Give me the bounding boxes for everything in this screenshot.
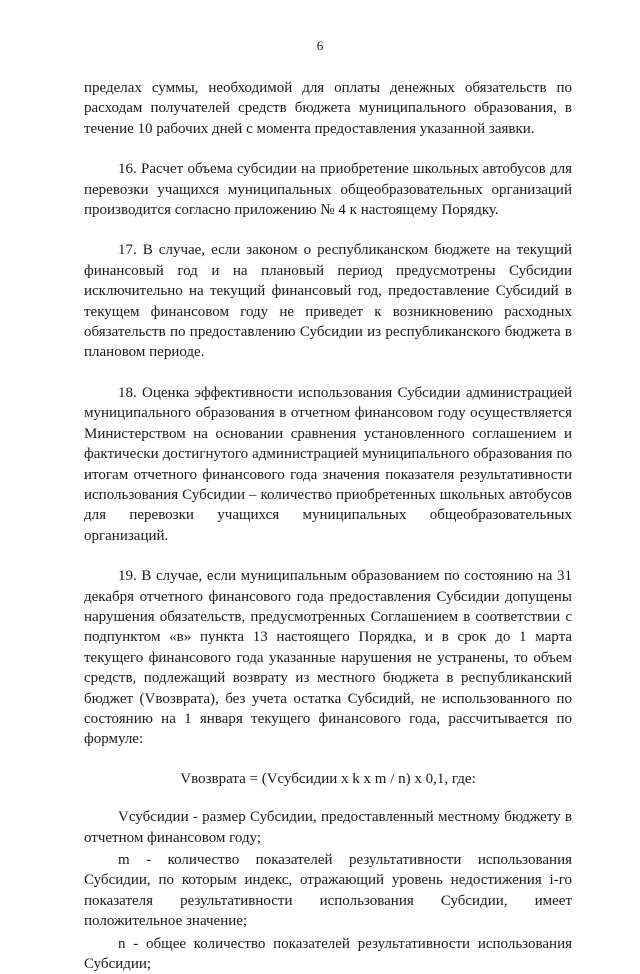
paragraph-17: 17. В случае, если законом о республиканском бюджете на текущий финансовый год и на плановый период предусмотрены Субсидии исключительно на текущий финансовый год, предоставление Субсидий в текущем финансовом году не приведет к возникновению расходных обязательств по предоставлению Субсидии из республиканского бюджета в плановом периоде. (84, 242, 572, 361)
paragraph-18: 18. Оценка эффективности использования Субсидии администрацией муниципального образования в отчетном финансовом году осуществляется Министерством на основании сравнения установленного соглашением и фактически достигнутого администрацией муниципального образования по итогам отчетного финансового года значения показателя результативности использования Субсидии – количество приобретенных школьных автобусов для перевозки учащихся муниципальных общеобразовательных организаций. (84, 384, 572, 544)
definition-v-subsidii: Vсубсидии - размер Субсидии, предоставленный местному бюджету в отчетном финансовом году; (84, 809, 572, 846)
paragraph-continuation: пределах суммы, необходимой для оплаты денежных обязательств по расходам получателей средств бюджета муниципального образования, в течение 10 рабочих дней с момента предоставления указанной заявки. (84, 80, 572, 137)
definition-n: n - общее количество показателей результативности использования Субсидии; (84, 935, 572, 973)
paragraph-19: 19. В случае, если муниципальным образованием по состоянию на 31 декабря отчетного финансового года предоставления Субсидии допущены нарушения обязательств, предусмотренных Соглашением в соответствии с подпунктом «в» пункта 13 настоящего Порядка, и в срок до 1 марта текущего финансового года указанные нарушения не устранены, то объем средств, подлежащий возврату из местного бюджета в республиканский бюджет (Vвозврата), без учета остатка Субсидий, не использованного по состоянию на 1 января текущего финансового года, рассчитывается по формуле: (84, 568, 572, 748)
definition-m: m - количество показателей результативности использования Субсидии, по которым индекс, отражающий уровень недостижения i-го показателя результативности использования Субсидии, имеет положительное значение; (84, 852, 572, 930)
document-body (84, 78, 572, 974)
paragraph-16: 16. Расчет объема субсидии на приобретение школьных автобусов для перевозки учащихся муниципальных общеобразовательных организаций производится согласно приложению № 4 к настоящему Порядку. (84, 161, 572, 219)
return-formula: Vвозврата = (Vсубсидии x k x m / n) x 0,1, где: (180, 770, 476, 787)
page-number: 6 (316, 38, 324, 53)
